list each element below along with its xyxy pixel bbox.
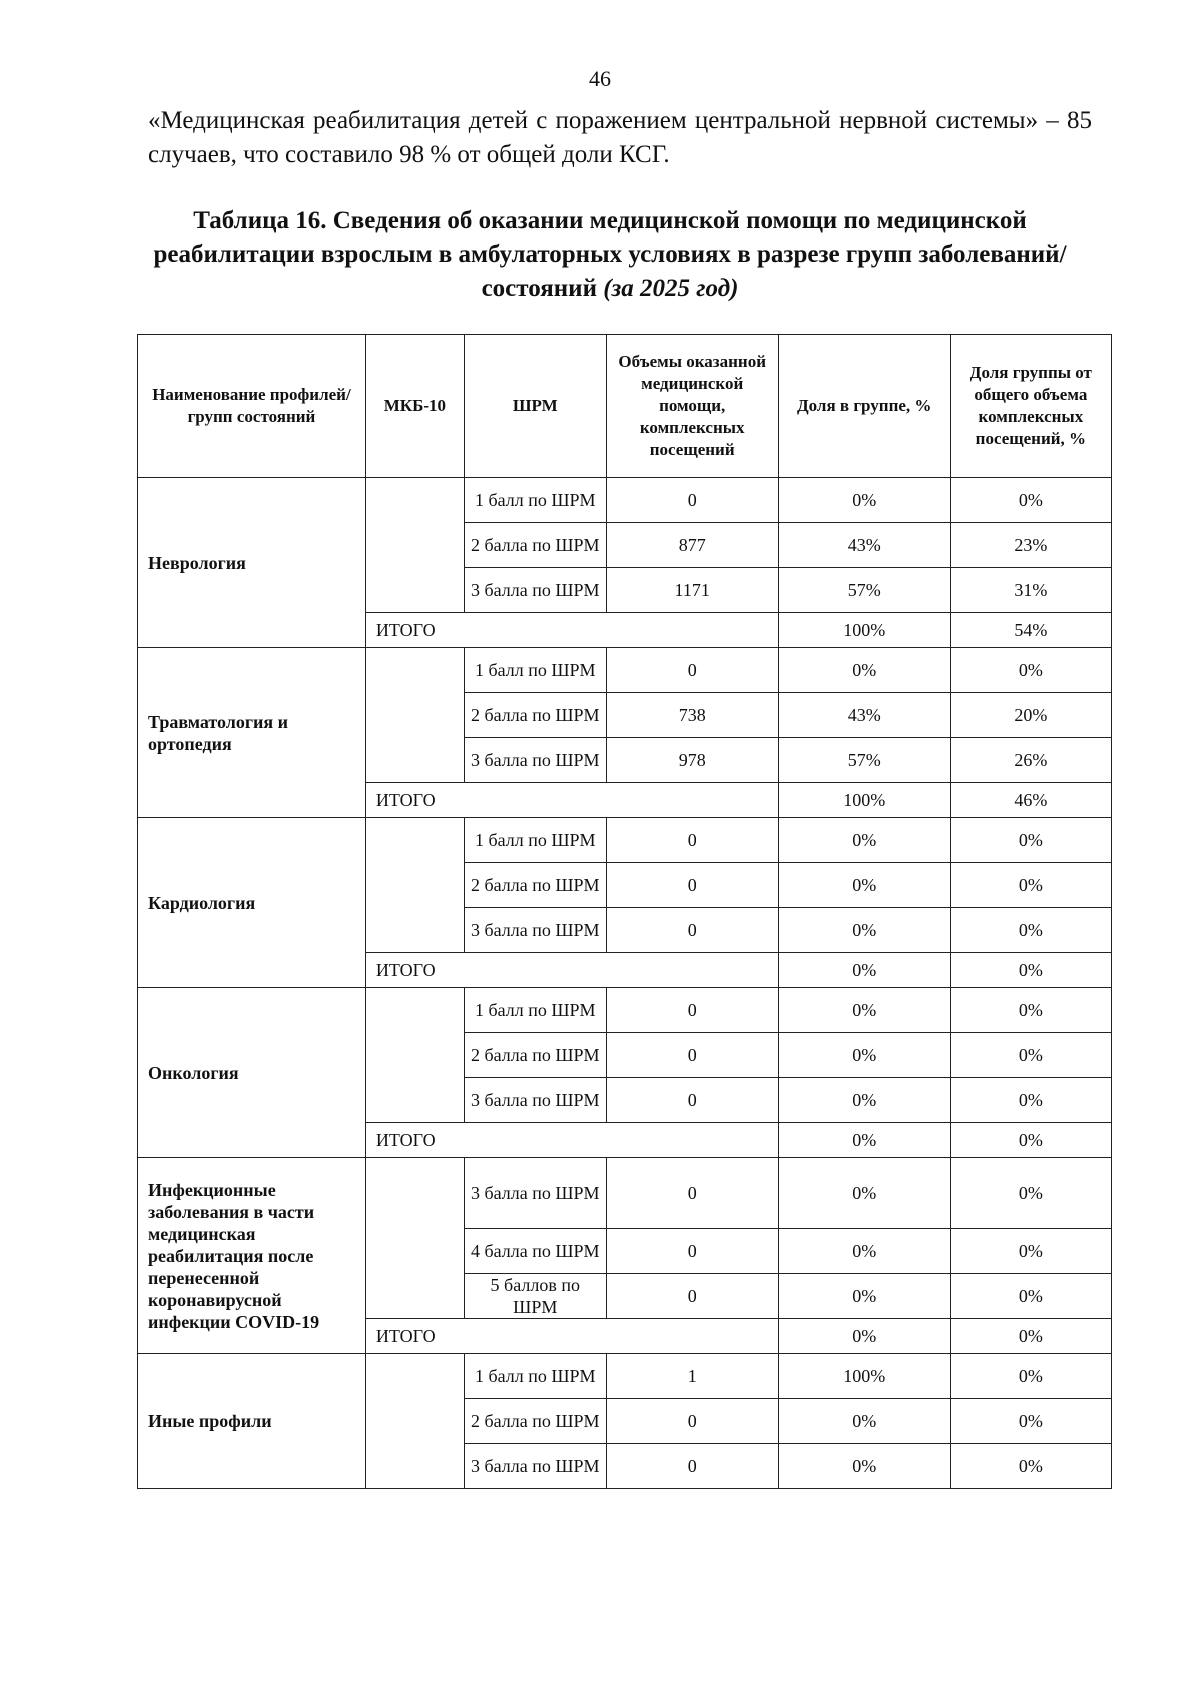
total-share-total: 46% [950,783,1111,818]
caption-period: (за 2025 год) [603,275,739,302]
table-row [138,478,1112,523]
share-group-cell: 0% [778,1444,950,1489]
share-total-cell: 0% [950,818,1111,863]
total-share-total: 0% [950,953,1111,988]
share-total-cell: 0% [950,1078,1111,1123]
share-group-cell: 0% [778,1399,950,1444]
share-group-cell: 57% [778,568,950,613]
volume-cell: 1 [606,1354,778,1399]
mkb-cell [365,648,464,783]
total-share-group: 0% [778,1319,950,1354]
group-name: Иные профили [138,1354,366,1489]
share-group-cell: 43% [778,693,950,738]
header-share-group: Доля в группе, % [778,335,950,478]
mkb-cell [365,478,464,613]
shrm-cell: 1 балл по ШРМ [464,818,606,863]
volume-cell: 0 [606,988,778,1033]
rehab-table [137,334,1112,1489]
volume-cell: 0 [606,818,778,863]
total-share-group: 100% [778,783,950,818]
share-group-cell: 0% [778,1274,950,1319]
shrm-cell: 3 балла по ШРМ [464,1078,606,1123]
volume-cell: 1171 [606,568,778,613]
header-mkb: МКБ-10 [365,335,464,478]
share-total-cell: 0% [950,988,1111,1033]
share-group-cell: 0% [778,988,950,1033]
shrm-cell: 3 балла по ШРМ [464,1444,606,1489]
total-label: ИТОГО [365,953,778,988]
volume-cell: 738 [606,693,778,738]
shrm-cell: 1 балл по ШРМ [464,988,606,1033]
total-share-total: 0% [950,1123,1111,1158]
mkb-cell [365,988,464,1123]
volume-cell: 0 [606,648,778,693]
total-share-total: 54% [950,613,1111,648]
table-row [138,1158,1112,1229]
shrm-cell: 3 балла по ШРМ [464,908,606,953]
shrm-cell: 3 балла по ШРМ [464,1158,606,1229]
mkb-cell [365,1354,464,1489]
share-total-cell: 0% [950,1274,1111,1319]
group-name: Кардиология [138,818,366,988]
share-total-cell: 0% [950,478,1111,523]
share-group-cell: 0% [778,648,950,693]
total-share-total: 0% [950,1319,1111,1354]
shrm-cell: 2 балла по ШРМ [464,693,606,738]
intro-paragraph: «Медицинская реабилитация детей с поражением центральной нервной системы» – 85 случаев, что составило 98 % от общей доли КСГ. [148,107,1092,168]
total-label: ИТОГО [365,1319,778,1354]
page-number: 46 [589,66,611,91]
share-group-cell: 0% [778,1229,950,1274]
share-group-cell: 0% [778,863,950,908]
share-total-cell: 31% [950,568,1111,613]
shrm-cell: 2 балла по ШРМ [464,523,606,568]
share-group-cell: 100% [778,1354,950,1399]
table-row [138,988,1112,1033]
volume-cell: 0 [606,1399,778,1444]
share-group-cell: 57% [778,738,950,783]
share-group-cell: 0% [778,908,950,953]
group-name: Инфекционные заболевания в части медицинская реабилитация после перенесенной коронавирусной инфекции COVID-19 [138,1158,366,1354]
share-total-cell: 20% [950,693,1111,738]
shrm-cell: 1 балл по ШРМ [464,478,606,523]
volume-cell: 877 [606,523,778,568]
shrm-cell: 3 балла по ШРМ [464,738,606,783]
share-total-cell: 0% [950,1229,1111,1274]
volume-cell: 0 [606,1229,778,1274]
volume-cell: 0 [606,1033,778,1078]
group-name: Травматология и ортопедия [138,648,366,818]
share-group-cell: 0% [778,1078,950,1123]
header-row [138,335,1112,478]
volume-cell: 0 [606,908,778,953]
mkb-cell [365,818,464,953]
shrm-cell: 3 балла по ШРМ [464,568,606,613]
shrm-cell: 2 балла по ШРМ [464,1033,606,1078]
share-group-cell: 0% [778,478,950,523]
header-profile: Наименование профилей/групп состояний [138,335,366,478]
share-total-cell: 0% [950,863,1111,908]
share-total-cell: 0% [950,648,1111,693]
group-name: Онкология [138,988,366,1158]
share-total-cell: 0% [950,1399,1111,1444]
header-shrm: ШРМ [464,335,606,478]
volume-cell: 0 [606,1274,778,1319]
shrm-cell: 2 балла по ШРМ [464,863,606,908]
group-name: Неврология [138,478,366,648]
share-group-cell: 0% [778,818,950,863]
total-share-group: 0% [778,1123,950,1158]
share-total-cell: 0% [950,1354,1111,1399]
share-group-cell: 43% [778,523,950,568]
total-label: ИТОГО [365,783,778,818]
total-share-group: 100% [778,613,950,648]
shrm-cell: 1 балл по ШРМ [464,1354,606,1399]
header-volume: Объемы оказанной медицинской помощи, комплексных посещений [606,335,778,478]
header-share-total: Доля группы от общего объема комплексных посещений, % [950,335,1111,478]
share-total-cell: 0% [950,1444,1111,1489]
share-total-cell: 0% [950,908,1111,953]
share-total-cell: 0% [950,1033,1111,1078]
volume-cell: 0 [606,1158,778,1229]
table-row [138,818,1112,863]
shrm-cell: 4 балла по ШРМ [464,1229,606,1274]
table-caption [150,204,1070,306]
mkb-cell [365,1158,464,1319]
volume-cell: 0 [606,1078,778,1123]
share-total-cell: 26% [950,738,1111,783]
shrm-cell: 2 балла по ШРМ [464,1399,606,1444]
total-label: ИТОГО [365,1123,778,1158]
volume-cell: 0 [606,863,778,908]
share-group-cell: 0% [778,1033,950,1078]
total-share-group: 0% [778,953,950,988]
share-group-cell: 0% [778,1158,950,1229]
volume-cell: 0 [606,1444,778,1489]
shrm-cell: 5 баллов по ШРМ [464,1274,606,1319]
table-row [138,648,1112,693]
volume-cell: 978 [606,738,778,783]
volume-cell: 0 [606,478,778,523]
shrm-cell: 1 балл по ШРМ [464,648,606,693]
share-total-cell: 23% [950,523,1111,568]
share-total-cell: 0% [950,1158,1111,1229]
caption-title: Таблица 16. Сведения об оказании медицинской помощи по медицинской реабилитации взрослым в амбулаторных условиях в разрезе групп заболеваний/состояний [153,207,1067,302]
total-label: ИТОГО [365,613,778,648]
table-row [138,1354,1112,1399]
